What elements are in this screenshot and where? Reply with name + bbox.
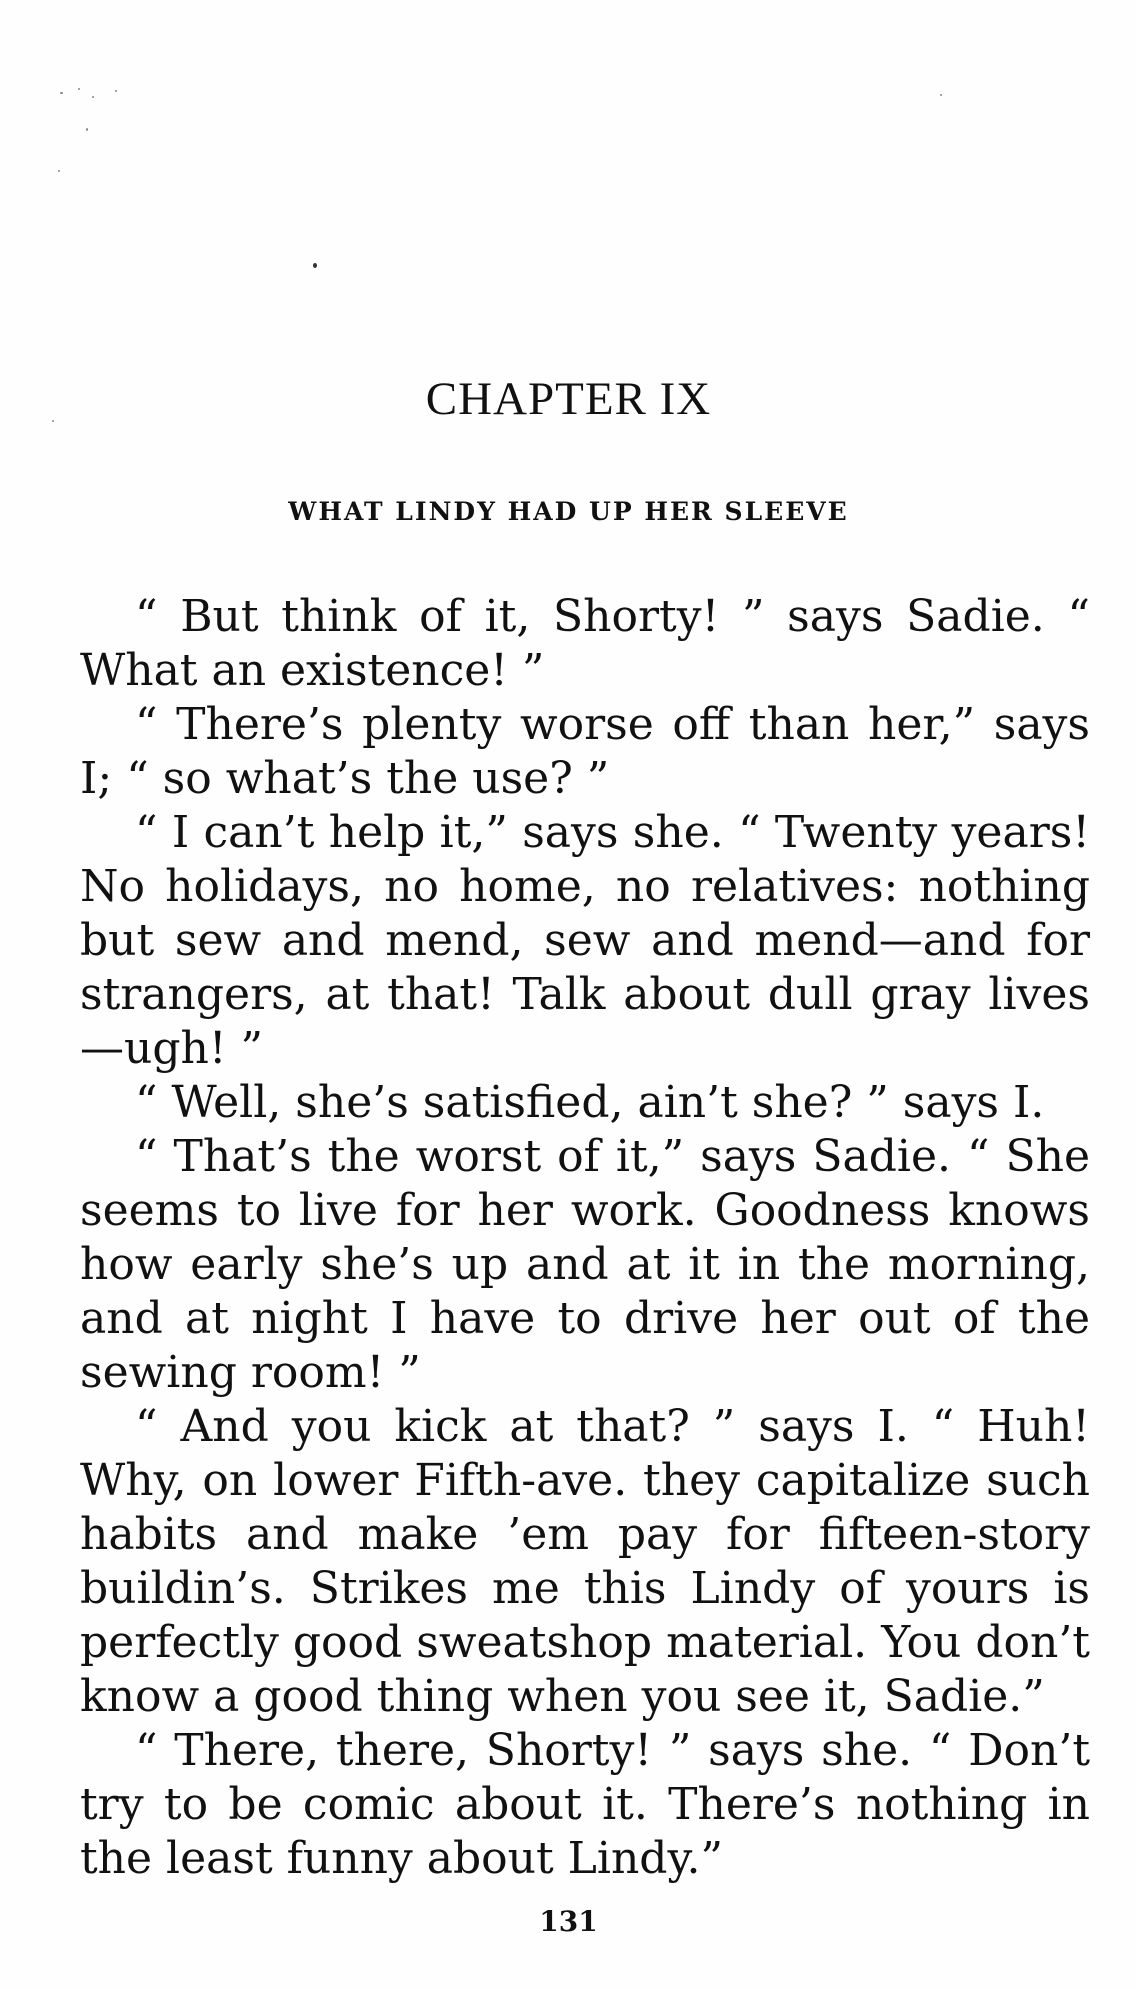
paragraph: “ Well, she’s satisfied, ain’t she? ” says I.	[135, 1077, 1045, 1128]
chapter-title: CHAPTER IX	[425, 373, 712, 425]
paper-speckle	[60, 92, 63, 94]
paper-speckle	[58, 170, 60, 172]
paragraph: “ But think of it, Shorty! ” says Sadie. “ What an existence! ”	[80, 591, 1090, 696]
paragraph: “ I can’t help it,” says she. “ Twenty years! No holidays, no home, no relatives: nothing but sew and mend, sew and mend—and for strangers, at that! Talk about dull gray lives—ugh! ”	[80, 807, 1090, 1074]
paragraph: “ There, there, Shorty! ” says she. “ Don’t try to be comic about it. There’s nothing in the least funny about Lindy.”	[80, 1725, 1090, 1884]
chapter-subtitle: WHAT LINDY HAD UP HER SLEEVE	[288, 497, 849, 526]
paper-speckle	[313, 263, 317, 268]
paper-speckle	[78, 88, 80, 90]
paper-speckle	[115, 90, 117, 92]
paper-speckle	[92, 96, 94, 98]
body-text	[80, 590, 1090, 1886]
paragraph: “ That’s the worst of it,” says Sadie. “ She seems to live for her work. Goodness knows how early she’s up and at it in the morning, and at night I have to drive her out of the sewing room! ”	[80, 1131, 1090, 1398]
paragraph: “ There’s plenty worse off than her,” says I; “ so what’s the use? ”	[80, 699, 1090, 804]
paper-speckle	[86, 128, 88, 131]
paragraph: “ And you kick at that? ” says I. “ Huh! Why, on lower Fifth-ave. they capitalize such habits and make ’em pay for fifteen-story buildin’s. Strikes me this Lindy of yours is perfectly good sweatshop material. You don’t know a good thing when you see it, Sadie.”	[80, 1401, 1090, 1722]
paper-speckle	[940, 94, 942, 96]
page-number: 131	[539, 1905, 598, 1938]
